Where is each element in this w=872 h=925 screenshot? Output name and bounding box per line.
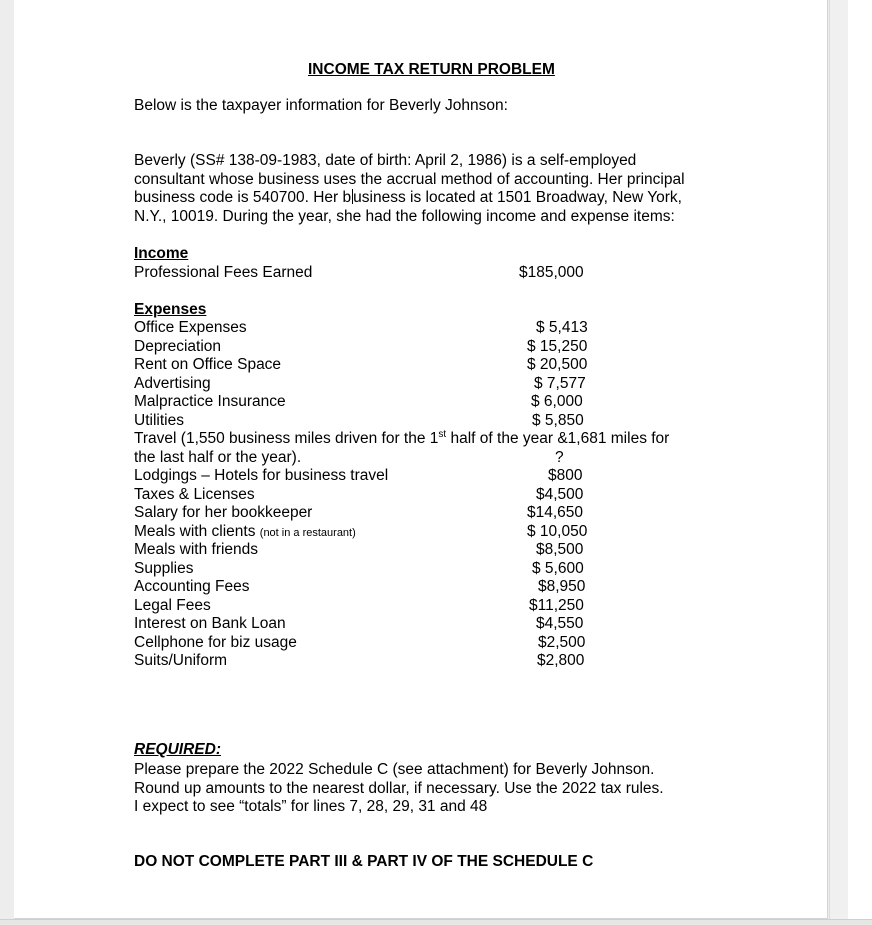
paragraph-line [134,189,714,208]
expense-row [134,393,694,412]
expense-row [134,504,694,523]
travel-label: the last half or the year). [134,448,302,466]
intro-text: Below is the taxpayer information for Beverly Johnson: [134,97,508,114]
expense-label: Rent on Office Space [134,356,282,373]
expense-value: $2,500 [538,633,586,651]
expense-label: Taxes & Licenses [134,485,255,503]
expense-row [134,523,694,542]
expense-label: Depreciation [134,337,222,355]
expense-value: $8,950 [538,578,586,595]
vertical-scrollbar[interactable] [829,0,848,919]
expense-row [134,338,694,357]
expense-value: $ 7,577 [534,374,586,392]
travel-row [134,449,694,468]
expense-label: Cellphone for biz usage [134,633,297,651]
final-note: DO NOT COMPLETE PART III & PART IV OF THE SCHEDULE C [134,853,594,870]
expense-value: $4,550 [536,615,584,632]
expense-row [134,412,694,431]
expense-row [134,634,694,653]
expense-value: $800 [548,467,583,484]
expense-row [134,486,694,505]
expense-value: $ 5,850 [532,411,584,429]
expense-value: $ 6,000 [531,393,583,410]
expense-label: Office Expenses [134,319,247,336]
expense-label: Supplies [134,559,194,577]
travel-line [134,430,669,448]
expense-label: Lodgings – Hotels for business travel [134,467,389,484]
paragraph-line: N.Y., 10019. During the year, she had the following income and expense items: [134,207,675,225]
expense-label: Salary for her bookkeeper [134,504,313,521]
expense-value: $4,500 [536,485,584,503]
paragraph-text: business code is 540700. Her b [134,189,352,206]
income-value: $185,000 [519,264,584,281]
expense-value: $8,500 [536,541,584,558]
expense-row [134,319,694,338]
expense-label: Suits/Uniform [134,652,228,669]
expense-row [134,541,694,560]
expense-value: $ 20,500 [527,356,588,373]
expense-label: Meals with friends [134,541,259,558]
taxpayer-paragraph [134,152,714,226]
required-line: I expect to see “totals” for lines 7, 28, 29, 31 and 48 [134,798,488,815]
expense-value: $ 5,413 [536,319,588,336]
document-title: INCOME TAX RETURN PROBLEM [308,61,555,78]
expense-value: $ 15,250 [527,337,588,355]
paragraph-line: Beverly (SS# 138-09-1983, date of birth: April 2, 1986) is a self-employed [134,152,637,169]
paragraph-text: usiness is located at 1501 Broadway, New York, [353,189,682,206]
expense-row [134,652,694,671]
expenses-header: Expenses [134,301,207,318]
income-row [134,264,694,283]
expense-row [134,615,694,634]
expense-row [134,578,694,597]
expense-value: $ 5,600 [532,559,584,577]
expense-label-text: Meals with clients [134,522,256,540]
expense-value: $11,250 [529,596,584,614]
expense-note: (not in a restaurant) [259,526,356,539]
expense-row [134,356,694,375]
expense-row [134,467,694,486]
income-header: Income [134,245,189,262]
expense-label [134,523,356,541]
required-line: Please prepare the 2022 Schedule C (see attachment) for Beverly Johnson. [134,761,655,778]
expense-row [134,560,694,579]
scrollbar-rail [848,0,872,919]
expense-label: Accounting Fees [134,578,250,595]
expense-value: $ 10,050 [527,522,588,540]
expense-row [134,375,694,394]
income-label: Professional Fees Earned [134,264,313,281]
expense-value: $2,800 [537,652,585,669]
expense-label: Interest on Bank Loan [134,615,286,632]
travel-text: half of the year &1,681 miles for [446,430,670,447]
document-page [14,0,828,919]
horizontal-scrollbar[interactable] [0,919,872,925]
required-line: Round up amounts to the nearest dollar, if necessary. Use the 2022 tax rules. [134,779,664,797]
paragraph-line: consultant whose business uses the accrual method of accounting. Her principal [134,170,685,188]
required-header: REQUIRED: [134,741,221,758]
travel-text: Travel (1,550 business miles driven for the 1 [134,430,439,447]
expense-label: Utilities [134,411,184,429]
expense-label: Advertising [134,374,211,392]
expense-row [134,597,694,616]
travel-value: ? [555,448,564,466]
expense-value: $14,650 [527,504,584,521]
travel-superscript: st [438,428,447,440]
expense-label: Legal Fees [134,596,211,614]
expense-label: Malpractice Insurance [134,393,286,410]
